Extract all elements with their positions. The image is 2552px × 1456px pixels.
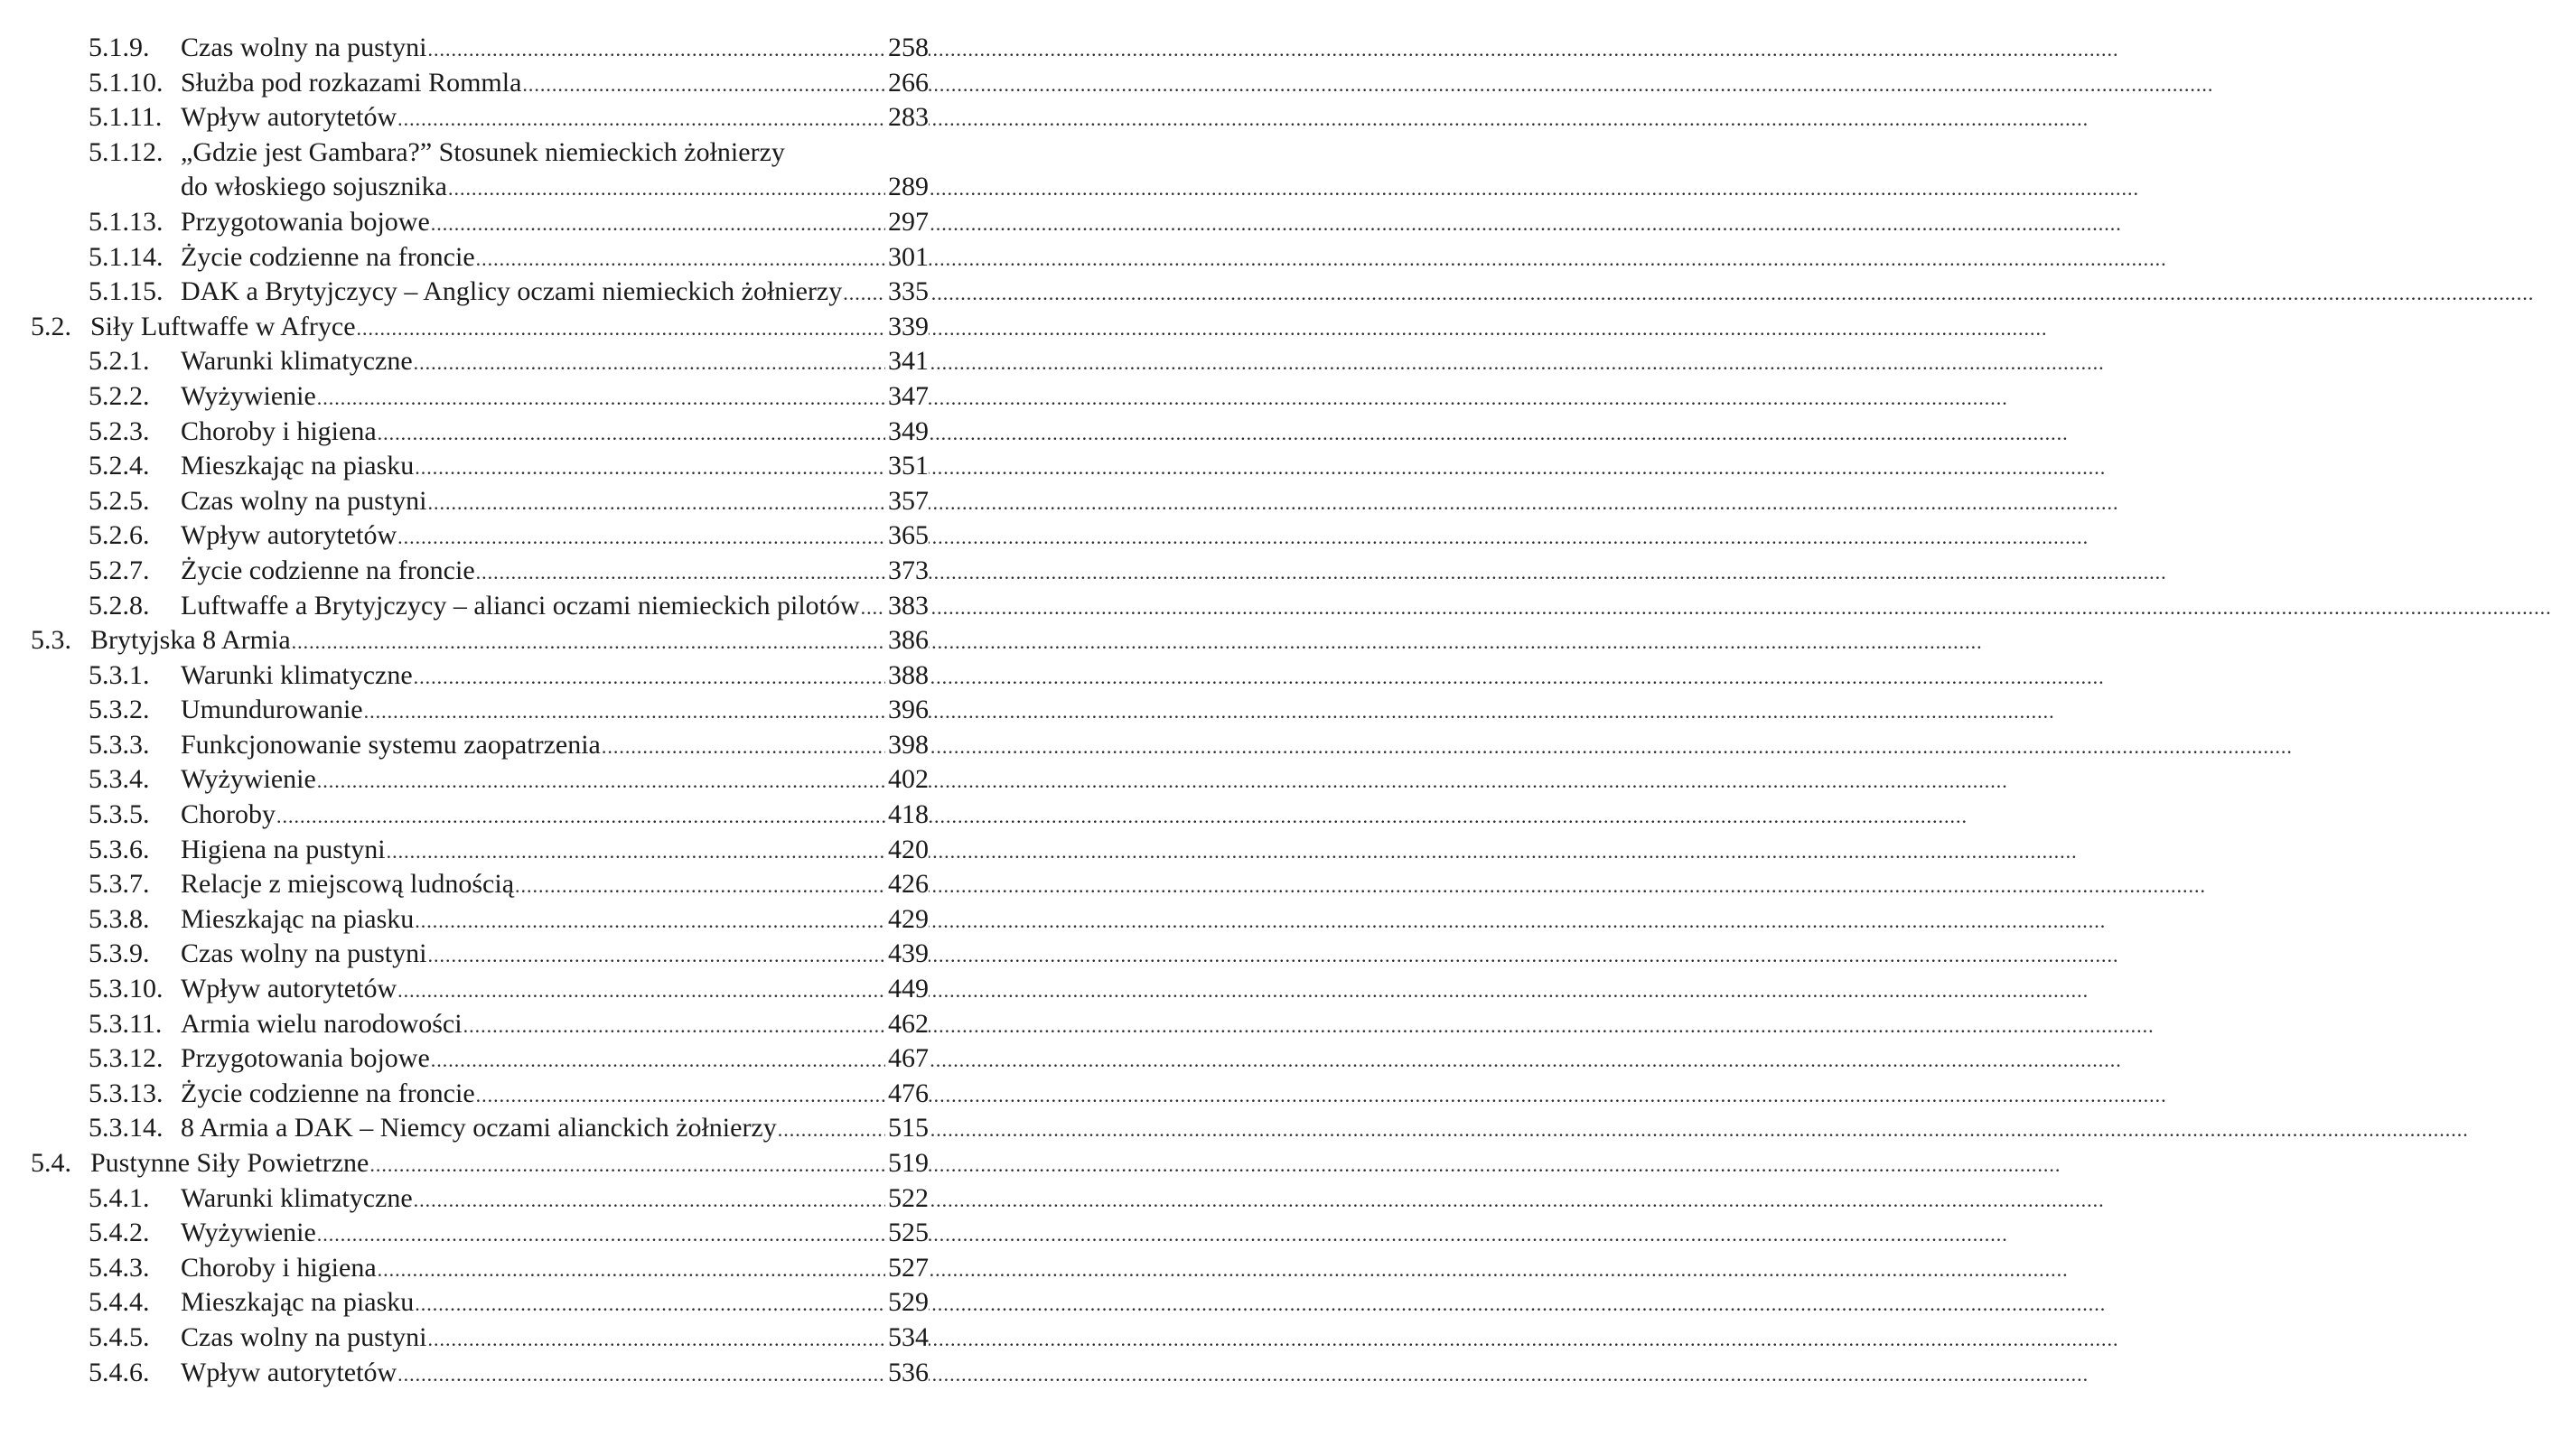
toc-entry-page: 522	[885, 1181, 929, 1216]
dot-leader	[475, 555, 883, 590]
toc-entry	[0, 937, 1005, 972]
toc-entry-page: 515	[885, 1111, 929, 1145]
toc-entry-line	[181, 1356, 883, 1392]
toc-entry-title: Armia wielu narodowości	[181, 1008, 463, 1039]
toc-entry-number: 5.4.6.	[89, 1357, 150, 1387]
toc-entry-page: 347	[885, 379, 929, 414]
dot-leader	[316, 1218, 883, 1252]
toc-entry	[0, 310, 1005, 345]
toc-entry	[0, 623, 1005, 658]
toc-entry-number: 5.2.5.	[89, 485, 150, 516]
toc-entry-line	[181, 728, 883, 764]
toc-entry-page: 373	[885, 554, 929, 588]
toc-entry	[0, 415, 1005, 450]
dot-leader	[316, 381, 883, 415]
toc-entry-page: 289	[885, 170, 929, 204]
toc-entry	[0, 205, 1005, 240]
dot-leader	[397, 102, 883, 136]
toc-entry-title: Pustynne Siły Powietrzne	[90, 1148, 369, 1178]
toc-entry	[0, 867, 1005, 902]
toc-entry	[0, 972, 1005, 1007]
toc-entry-page: 525	[885, 1216, 929, 1250]
toc-entry-title: Mieszkając na piasku	[181, 903, 415, 934]
toc-entry-number: 5.3.6.	[89, 834, 150, 864]
toc-entry-title: Czas wolny na pustyni	[181, 1321, 427, 1352]
toc-entry-page: 258	[885, 31, 929, 65]
toc-entry-number: 5.4.1.	[89, 1182, 150, 1213]
toc-entry-title: Choroby	[181, 799, 276, 830]
toc-entry-title: Warunki klimatyczne	[181, 1182, 413, 1213]
dot-leader	[514, 869, 883, 903]
toc-entry-page: 429	[885, 902, 929, 937]
toc-entry-line	[181, 1041, 883, 1078]
toc-entry-page: 462	[885, 1007, 929, 1041]
toc-entry-line	[181, 484, 883, 520]
toc-entry	[0, 275, 1005, 310]
toc-entry-title: Przygotowania bojowe	[181, 1043, 430, 1074]
toc-entry-number: 5.2.8.	[89, 590, 150, 621]
toc-entry-number: 5.1.10.	[89, 67, 164, 98]
toc-entry-number: 5.3.1.	[89, 659, 150, 690]
toc-entry-title: Wpływ autorytetów	[181, 974, 397, 1004]
dot-leader	[475, 242, 883, 276]
toc-entry	[0, 1356, 1005, 1391]
toc-entry-title: Warunki klimatyczne	[181, 659, 413, 690]
toc-entry-line	[181, 1111, 883, 1147]
toc-entry-line	[181, 449, 883, 485]
toc-entry-line	[181, 658, 883, 695]
toc-entry	[0, 1181, 1005, 1217]
toc-entry	[0, 170, 1005, 205]
dot-leader	[363, 695, 883, 729]
toc-entry-title: Umundurowanie	[181, 695, 363, 725]
toc-entry-title: Wyżywienie	[181, 1218, 316, 1248]
toc-entry-line	[181, 170, 883, 206]
toc-entry	[0, 135, 1005, 171]
toc-entry	[0, 66, 1005, 101]
toc-entry	[0, 693, 1005, 728]
dot-leader	[386, 835, 883, 869]
toc-page	[0, 0, 1005, 1456]
toc-entry-line	[181, 902, 883, 938]
toc-entry-line	[181, 972, 883, 1008]
toc-entry	[0, 1285, 1005, 1321]
toc-entry-page: 365	[885, 518, 929, 553]
toc-entry	[0, 798, 1005, 833]
toc-entry-line	[90, 310, 883, 346]
dot-leader	[397, 1358, 883, 1392]
toc-entry-title: Relacje z miejscową ludnością	[181, 869, 515, 900]
toc-entry-page: 529	[885, 1285, 929, 1320]
toc-entry-number: 5.2.3.	[89, 415, 150, 446]
toc-entry-number: 5.2.	[31, 311, 71, 341]
dot-leader	[397, 974, 883, 1008]
dot-leader	[316, 764, 883, 798]
toc-entry	[0, 1321, 1005, 1356]
toc-entry	[0, 728, 1005, 763]
toc-entry	[0, 1077, 1005, 1112]
toc-entry-title: Mieszkając na piasku	[181, 1287, 415, 1318]
toc-entry-line	[181, 344, 883, 380]
toc-entry	[0, 658, 1005, 694]
toc-entry-number: 5.1.12.	[89, 136, 164, 167]
toc-entry-title: Wpływ autorytetów	[181, 102, 397, 133]
toc-entry-title: „Gdzie jest Gambara?” Stosunek niemieckich żołnierzy	[181, 136, 785, 167]
dot-leader	[426, 938, 883, 973]
toc-entry-number: 5.2.1.	[89, 346, 150, 377]
toc-entry	[0, 762, 1005, 798]
toc-entry-page: 426	[885, 867, 929, 901]
dot-leader	[426, 1322, 883, 1357]
toc-entry-title: Higiena na pustyni	[181, 834, 386, 864]
toc-entry-title: Luftwaffe a Brytyjczycy – alianci oczami niemieckich pilotów	[181, 590, 860, 621]
dot-leader	[276, 799, 883, 834]
toc-entry-number: 5.3.13.	[89, 1078, 164, 1108]
toc-entry-number: 5.4.	[31, 1148, 71, 1178]
toc-entry-line	[181, 100, 883, 136]
toc-entry	[0, 379, 1005, 415]
toc-entry	[0, 833, 1005, 868]
toc-entry	[0, 589, 1005, 624]
table-of-contents	[0, 31, 1005, 1390]
dot-leader	[430, 207, 883, 241]
toc-entry-page: 335	[885, 275, 929, 309]
toc-entry-page: 349	[885, 415, 929, 449]
toc-entry	[0, 484, 1005, 519]
toc-entry-page: 383	[885, 589, 929, 623]
toc-entry-line	[181, 1285, 883, 1321]
toc-entry-title: Mieszkając na piasku	[181, 451, 415, 481]
toc-entry-number: 5.3.12.	[89, 1043, 164, 1074]
toc-entry-line	[181, 31, 883, 67]
toc-entry-page: 283	[885, 100, 929, 135]
toc-entry-line	[181, 240, 883, 276]
toc-entry	[0, 1251, 1005, 1286]
toc-entry-number: 5.2.7.	[89, 555, 150, 585]
dot-leader	[414, 451, 883, 485]
dot-leader	[777, 1113, 883, 1147]
dot-leader	[291, 625, 883, 659]
toc-entry-line	[181, 135, 929, 170]
toc-entry-line	[181, 554, 883, 590]
toc-entry-page: 357	[885, 484, 929, 518]
toc-entry-page: 467	[885, 1041, 929, 1076]
toc-entry-page: 420	[885, 833, 929, 867]
toc-entry-number: 5.3.11.	[89, 1008, 163, 1039]
dot-leader	[430, 1043, 883, 1078]
toc-entry-title: Czas wolny na pustyni	[181, 485, 427, 516]
toc-entry-line	[181, 379, 883, 415]
toc-entry-line	[181, 66, 883, 102]
toc-entry-title: Choroby i higiena	[181, 1252, 377, 1283]
toc-entry-number: 5.3.	[31, 625, 71, 656]
dot-leader	[413, 346, 883, 380]
toc-entry	[0, 1146, 1005, 1181]
toc-entry-number: 5.1.14.	[89, 241, 164, 272]
toc-entry	[0, 1111, 1005, 1146]
toc-entry-number: 5.4.2.	[89, 1218, 150, 1248]
toc-entry-line	[181, 1321, 883, 1357]
toc-entry-page: 519	[885, 1146, 929, 1181]
toc-entry	[0, 344, 1005, 379]
toc-entry-page: 534	[885, 1321, 929, 1355]
toc-entry-page: 297	[885, 205, 929, 239]
dot-leader	[414, 904, 883, 938]
toc-entry-page: 396	[885, 693, 929, 727]
toc-entry-line	[181, 1007, 883, 1043]
toc-entry-number: 5.4.4.	[89, 1287, 150, 1318]
dot-leader	[601, 730, 883, 764]
toc-entry-line	[181, 937, 883, 973]
toc-entry-title: Wpływ autorytetów	[181, 1357, 397, 1387]
toc-entry-number: 5.4.5.	[89, 1321, 150, 1352]
toc-entry-line	[181, 1251, 883, 1287]
toc-entry-page: 449	[885, 972, 929, 1006]
toc-entry-number: 5.3.14.	[89, 1113, 164, 1143]
toc-entry	[0, 1041, 1005, 1077]
toc-entry-number: 5.1.15.	[89, 276, 164, 307]
toc-entry-line	[181, 1077, 883, 1113]
toc-entry-title: DAK a Brytyjczycy – Anglicy oczami niemieckich żołnierzy	[181, 276, 843, 307]
toc-entry-number: 5.1.11.	[89, 102, 163, 133]
toc-entry-line	[181, 762, 883, 798]
toc-entry-page: 476	[885, 1077, 929, 1111]
dot-leader	[426, 33, 883, 67]
toc-entry-number: 5.3.10.	[89, 974, 164, 1004]
toc-entry-number: 5.3.2.	[89, 695, 150, 725]
toc-entry-line	[181, 693, 883, 729]
toc-entry-line	[181, 205, 883, 241]
toc-entry-page: 351	[885, 449, 929, 483]
toc-entry-title: Życie codzienne na froncie	[181, 1078, 475, 1108]
toc-entry-title: Życie codzienne na froncie	[181, 555, 475, 585]
toc-entry-page: 339	[885, 310, 929, 344]
dot-leader	[447, 172, 883, 206]
toc-entry	[0, 449, 1005, 484]
toc-entry-number: 5.4.3.	[89, 1252, 150, 1283]
dot-leader	[475, 1078, 883, 1113]
toc-entry-page: 388	[885, 658, 929, 693]
toc-entry-title: Brytyjska 8 Armia	[90, 625, 291, 656]
toc-entry-title: Służba pod rozkazami Rommla	[181, 67, 522, 98]
dot-leader	[397, 520, 883, 555]
toc-entry-line	[181, 833, 883, 869]
toc-entry-page: 398	[885, 728, 929, 762]
toc-entry-number: 5.3.3.	[89, 729, 150, 760]
toc-entry-number: 5.3.9.	[89, 938, 150, 969]
toc-entry	[0, 902, 1005, 938]
toc-entry-line	[90, 1146, 883, 1182]
toc-entry-title: Wyżywienie	[181, 764, 316, 795]
toc-entry-number: 5.1.13.	[89, 206, 164, 237]
toc-entry	[0, 554, 1005, 589]
toc-entry-page: 402	[885, 762, 929, 797]
dot-leader	[377, 416, 883, 451]
toc-entry	[0, 31, 1005, 66]
dot-leader	[414, 1287, 883, 1321]
toc-entry-page: 418	[885, 798, 929, 832]
toc-entry-title: Funkcjonowanie systemu zaopatrzenia	[181, 729, 601, 760]
toc-entry-line	[181, 798, 883, 834]
toc-entry-number: 5.3.4.	[89, 764, 150, 795]
toc-entry-number: 5.3.7.	[89, 869, 150, 900]
toc-entry	[0, 240, 1005, 275]
toc-entry-page: 439	[885, 937, 929, 971]
toc-entry	[0, 100, 1005, 135]
toc-entry-page: 527	[885, 1251, 929, 1285]
toc-entry-line	[181, 275, 883, 311]
toc-entry-line	[181, 415, 883, 451]
toc-entry-line	[181, 867, 883, 903]
dot-leader	[426, 486, 883, 520]
toc-entry-title: Wpływ autorytetów	[181, 520, 397, 551]
toc-entry-title: Wyżywienie	[181, 380, 316, 411]
toc-entry-title: Warunki klimatyczne	[181, 346, 413, 377]
toc-entry-page: 341	[885, 344, 929, 378]
toc-entry-line	[181, 589, 883, 625]
dot-leader	[521, 68, 883, 102]
toc-entry-number: 5.1.9.	[89, 33, 150, 62]
dot-leader	[413, 660, 883, 695]
dot-leader	[369, 1148, 883, 1182]
dot-leader	[842, 276, 883, 311]
toc-entry-title: do włoskiego sojusznika	[181, 172, 447, 202]
toc-entry-title: Siły Luftwaffe w Afryce	[90, 311, 356, 341]
toc-entry-title: 8 Armia a DAK – Niemcy oczami alianckich żołnierzy	[181, 1113, 777, 1143]
toc-entry-title: Czas wolny na pustyni	[181, 33, 427, 62]
toc-entry-line	[90, 623, 883, 659]
toc-entry-title: Życie codzienne na froncie	[181, 241, 475, 272]
toc-entry-line	[181, 1216, 883, 1252]
toc-entry-title: Przygotowania bojowe	[181, 206, 430, 237]
toc-entry-number: 5.3.8.	[89, 903, 150, 934]
toc-entry-number: 5.2.4.	[89, 451, 150, 481]
toc-entry-number: 5.3.5.	[89, 799, 150, 830]
toc-entry-number: 5.2.2.	[89, 380, 150, 411]
toc-entry-title: Czas wolny na pustyni	[181, 938, 427, 969]
toc-entry-number: 5.2.6.	[89, 520, 150, 551]
dot-leader	[413, 1183, 883, 1218]
dot-leader	[377, 1253, 883, 1287]
toc-entry-title: Choroby i higiena	[181, 415, 377, 446]
dot-leader	[860, 591, 883, 625]
toc-entry-page: 536	[885, 1356, 929, 1390]
toc-entry-page: 301	[885, 240, 929, 275]
toc-entry	[0, 1007, 1005, 1042]
toc-entry-page: 386	[885, 623, 929, 658]
toc-entry	[0, 1216, 1005, 1251]
toc-entry-page: 266	[885, 66, 929, 100]
toc-entry-line	[181, 1181, 883, 1218]
dot-leader	[356, 312, 883, 346]
toc-entry-line	[181, 518, 883, 555]
dot-leader	[463, 1009, 883, 1043]
toc-entry	[0, 518, 1005, 554]
